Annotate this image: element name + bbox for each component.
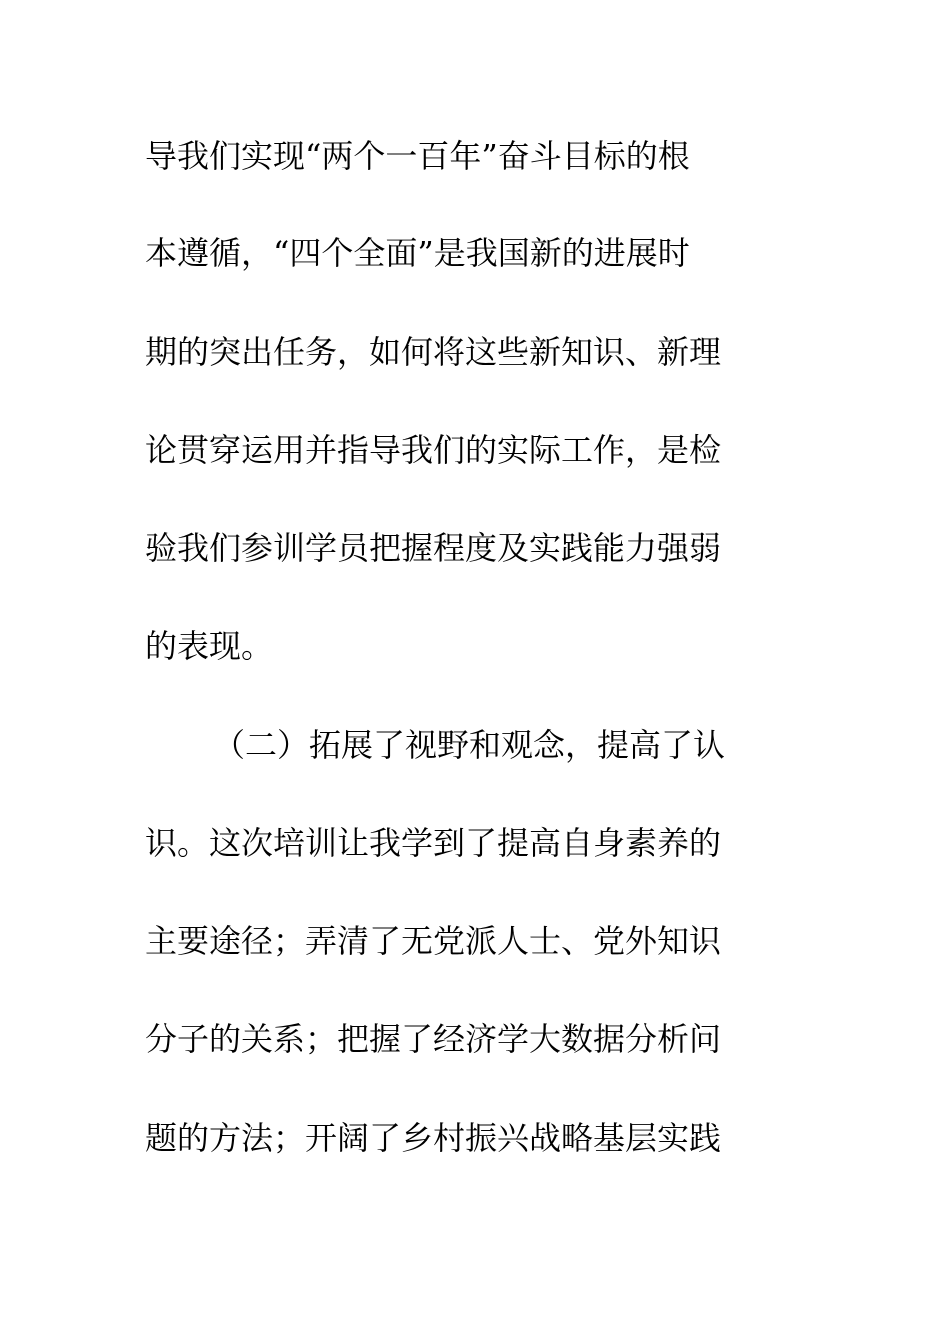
text-line-10: 分子的关系；把握了经济学大数据分析问 — [145, 1020, 722, 1058]
text-line-1: 导我们实现“两个一百年”奋斗目标的根 — [145, 137, 690, 175]
text-line-4: 论贯穿运用并指导我们的实际工作，是检 — [145, 431, 722, 469]
text-line-5: 验我们参训学员把握程度及实践能力强弱 — [145, 529, 722, 567]
text-line-6: 的表现。 — [145, 627, 274, 665]
text-line-11: 题的方法；开阔了乡村振兴战略基层实践 — [145, 1119, 722, 1157]
text-line-3: 期的突出任务，如何将这些新知识、新理 — [145, 333, 722, 371]
text-line-8: 识。这次培训让我学到了提高自身素养的 — [145, 824, 722, 862]
section-heading-line: （二）拓展了视野和观念，提高了认 — [213, 726, 726, 764]
text-line-9: 主要途径；弄清了无党派人士、党外知识 — [145, 922, 722, 960]
text-line-2: 本遵循，“四个全面”是我国新的进展时 — [145, 234, 690, 272]
